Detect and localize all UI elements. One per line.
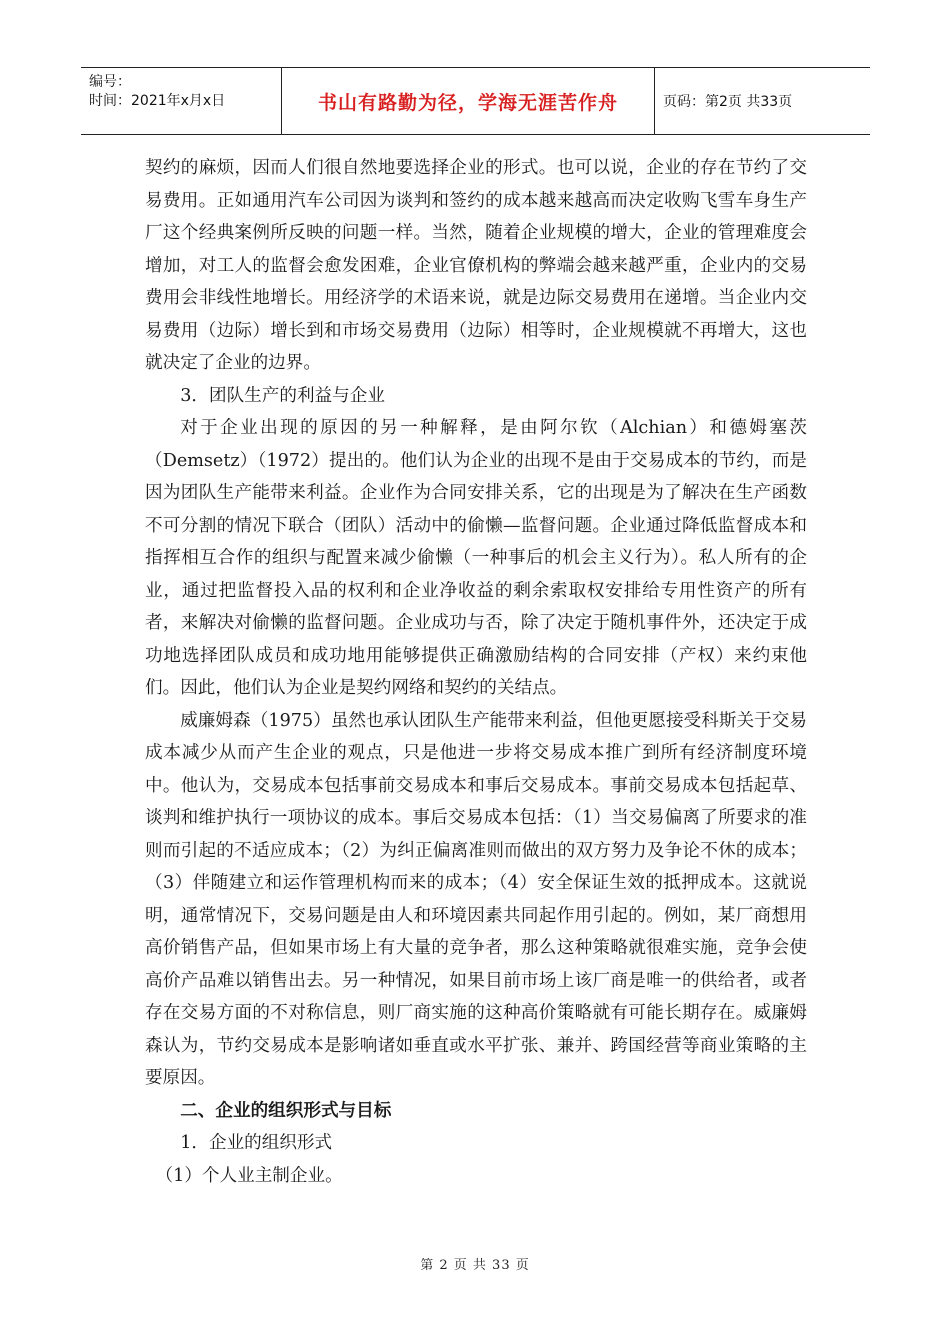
paragraph-3: 威廉姆森（1975）虽然也承认团队生产能带来利益，但他更愿接受科斯关于交易成本减少从而产生企业的观点，只是他进一步将交易成本推广到所有经济制度环境中。他认为，交易成本包括事前交易成本和事后交易成本。事前交易成本包括起草、谈判和维护执行一项协议的成本。事后交易成本包括：（1）当交易偏离了所要求的准则而引起的不适应成本；（2）为纠正偏离准则而做出的双方努力及争论不休的成本；（3）伴随建立和运作管理机构而来的成本；（4）安全保证生效的抵押成本。这就说明，通常情况下，交易问题是由人和环境因素共同起作用引起的。例如，某厂商想用高价销售产品，但如果市场上有大量的竞争者，那么这种策略就很难实施，竞争会使高价产品难以销售出去。另一种情况，如果目前市场上该厂商是唯一的供给者，或者存在交易方面的不对称信息，则厂商实施的这种高价策略就有可能长期存在。威廉姆森认为，节约交易成本是影响诸如垂直或水平扩张、兼并、跨国经营等商业策略的主要原因。	[145, 710, 807, 1088]
document-body	[145, 152, 807, 1192]
document-number: 编号：	[89, 74, 131, 90]
page-info: 页码：第2页 共33页	[663, 94, 793, 110]
paragraph-2: 对于企业出现的原因的另一种解释，是由阿尔钦（Alchian）和德姆塞茨（Demsetz）（1972）提出的。他们认为企业的出现不是由于交易成本的节约，而是因为团队生产能带来利益。企业作为合同安排关系，它的出现是为了解决在生产函数不可分割的情况下联合（团队）活动中的偷懒—监督问题。企业通过降低监督成本和指挥相互合作的组织与配置来减少偷懒（一种事后的机会主义行为）。私人所有的企业，通过把监督投入品的权利和企业净收益的剩余索取权安排给专用性资产的所有者，来解决对偷懒的监督问题。企业成功与否，除了决定于随机事件外，还决定于成功地选择团队成员和成功地用能够提供正确激励结构的合同安排（产权）来约束他们。因此，他们认为企业是契约网络和契约的关结点。	[145, 418, 807, 698]
header-page-cell	[655, 68, 870, 134]
paragraph-1: 契约的麻烦，因而人们很自然地要选择企业的形式。也可以说，企业的存在节约了交易费用。正如通用汽车公司因为谈判和签约的成本越来越高而决定收购飞雪车身生产厂这个经典案例所反映的问题一样。当然，随着企业规模的增大，企业的管理难度会增加，对工人的监督会愈发困难，企业官僚机构的弊端会越来越严重，企业内的交易费用会非线性地增长。用经济学的术语来说，就是边际交易费用在递增。当企业内交易费用（边际）增长到和市场交易费用（边际）相等时，企业规模就不再增大，这也就决定了企业的边界。	[145, 158, 807, 373]
header-table	[81, 67, 870, 135]
document-time: 时间：2021年x月x日	[89, 93, 226, 109]
subsection-heading: 1．企业的组织形式	[180, 1133, 333, 1153]
list-item-1: （1）个人业主制企业。	[155, 1165, 343, 1186]
chapter-heading: 二、企业的组织形式与目标	[180, 1100, 392, 1121]
header-motto-cell	[282, 68, 655, 134]
page-footer: 第 2 页 共 33 页	[420, 1258, 530, 1273]
header-meta	[81, 68, 282, 134]
motto: 书山有路勤为径，学海无涯苦作舟	[317, 91, 618, 114]
section-heading-3: 3．团队生产的利益与企业	[180, 385, 385, 406]
